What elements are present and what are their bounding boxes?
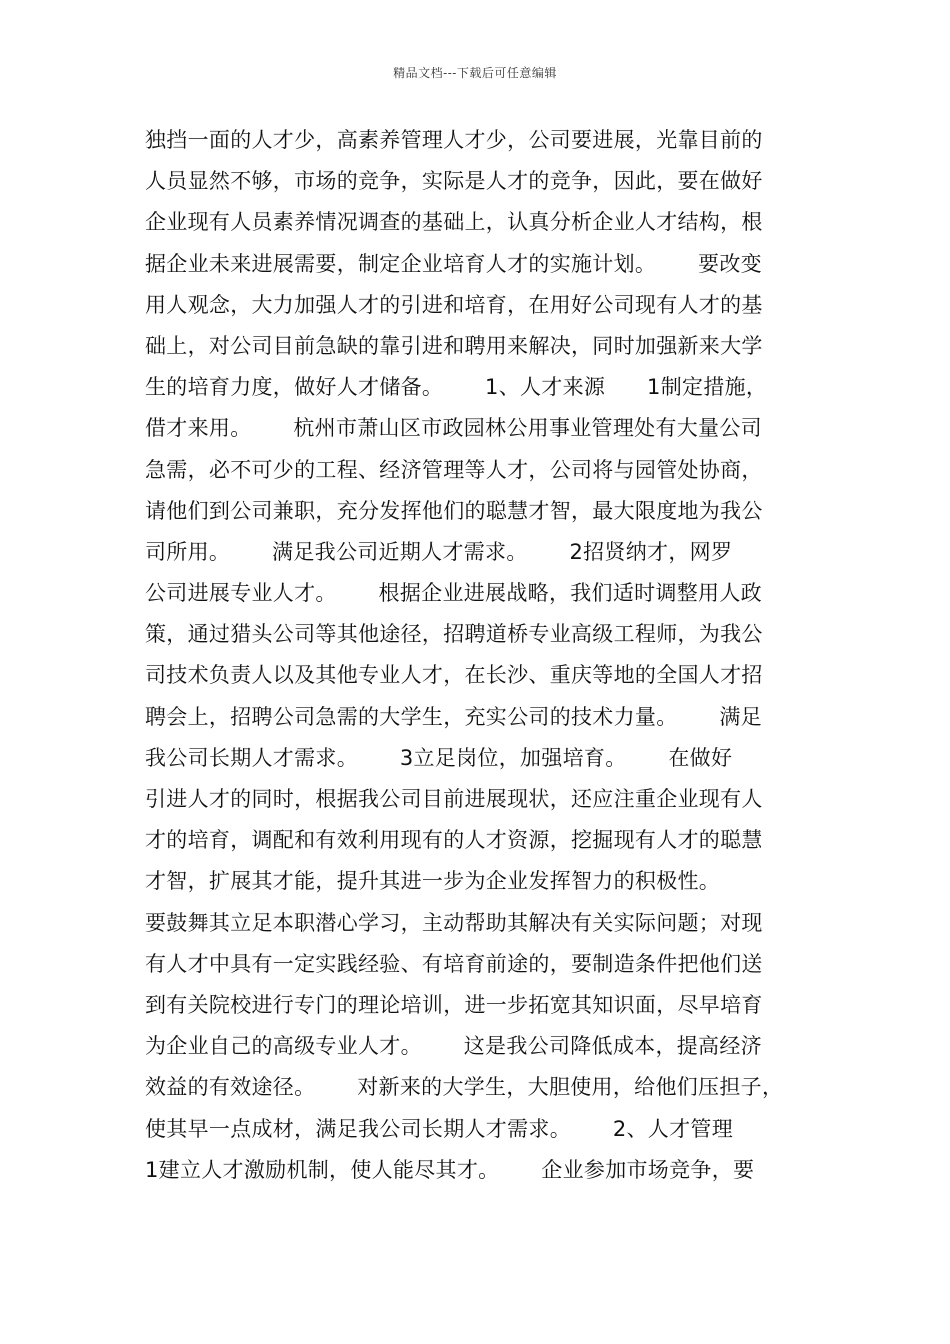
text-line: 用人观念，大力加强人才的引进和培育，在用好公司现有人才的基 (145, 292, 763, 317)
body-text (145, 120, 825, 1191)
text-line: 独挡一面的人才少，高素养管理人才少，公司要进展，光靠目前的 (145, 128, 763, 152)
text-line: 我公司长期人才需求。 3立足岗位，加强培育。 在做好 (145, 745, 733, 770)
text-line: 据企业未来进展需要，制定企业培育人才的实施计划。 要改变 (145, 251, 762, 276)
text-line: 聘会上，招聘公司急需的大学生，充实公司的技术力量。 满足 (145, 704, 762, 729)
text-line: 生的培育力度，做好人才储备。 1、人才来源 1制定措施， (145, 375, 768, 400)
text-line: 础上，对公司目前急缺的靠引进和聘用来解决，同时加强新来大学 (145, 333, 763, 358)
text-line: 才的培育，调配和有效利用现有的人才资源，挖掘现有人才的聪慧 (145, 828, 763, 853)
text-line: 借才来用。 杭州市萧山区市政园林公用事业管理处有大量公司 (145, 416, 762, 441)
text-line: 使其早一点成材，满足我公司长期人才需求。 2、人才管理 (145, 1116, 734, 1141)
text-line: 1建立人才激励机制，使人能尽其才。 企业参加市场竞争，要 (145, 1157, 755, 1182)
text-line: 企业现有人员素养情况调查的基础上，认真分析企业人才结构，根 (145, 210, 763, 235)
text-line: 请他们到公司兼职，充分发挥他们的聪慧才智，最大限度地为我公 (145, 498, 763, 523)
text-line: 人员显然不够，市场的竞争，实际是人才的竞争，因此，要在做好 (145, 169, 763, 194)
text-line: 引进人才的同时，根据我公司目前进展现状，还应注重企业现有人 (145, 787, 763, 811)
text-line: 司所用。 满足我公司近期人才需求。 2招贤纳才，网罗 (145, 539, 733, 564)
text-line: 策，通过猎头公司等其他途径，招聘道桥专业高级工程师，为我公 (145, 622, 763, 647)
text-line: 到有关院校进行专门的理论培训，进一步拓宽其知识面，尽早培育 (145, 992, 763, 1017)
page-header: 精品文档---下载后可任意编辑 (393, 66, 557, 80)
text-line: 公司进展专业人才。 根据企业进展战略，我们适时调整用人政 (145, 581, 762, 606)
text-line: 有人才中具有一定实践经验、有培育前途的，要制造条件把他们送 (145, 951, 763, 976)
text-line: 为企业自己的高级专业人才。 这是我公司降低成本，提高经济 (145, 1034, 762, 1059)
text-line: 效益的有效途径。 对新来的大学生，大胆使用，给他们压担子， (145, 1075, 784, 1100)
text-line: 急需，必不可少的工程、经济管理等人才，公司将与园管处协商， (145, 457, 763, 482)
text-line: 司技术负责人以及其他专业人才，在长沙、重庆等地的全国人才招 (145, 663, 763, 688)
text-line: 要鼓舞其立足本职潜心学习，主动帮助其解决有关实际问题；对现 (145, 910, 763, 935)
text-line: 才智，扩展其才能，提升其进一步为企业发挥智力的积极性。 (145, 869, 721, 894)
